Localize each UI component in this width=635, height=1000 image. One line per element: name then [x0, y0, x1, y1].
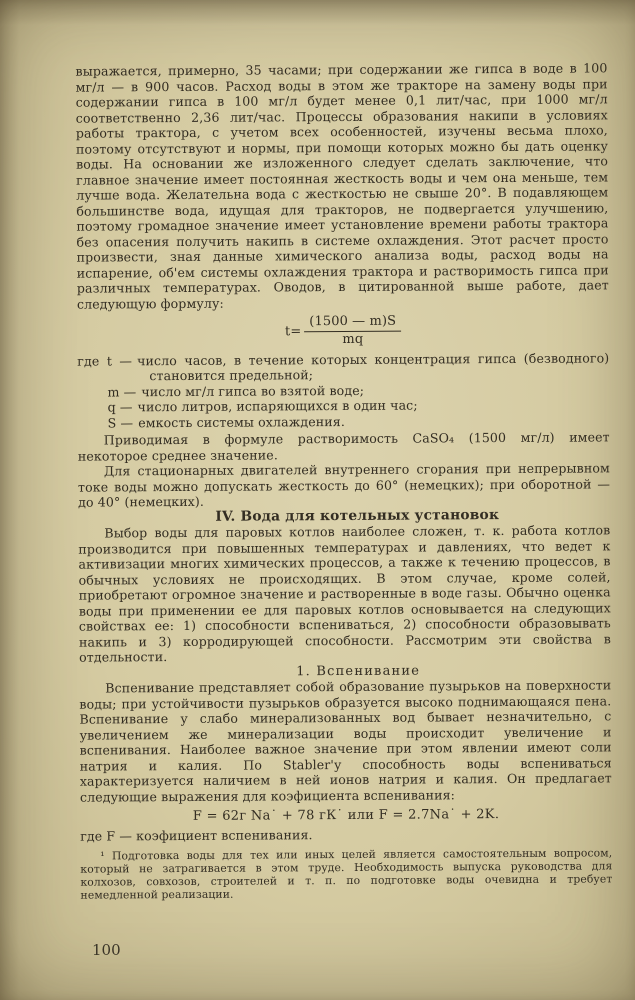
definition-term: S —: [107, 415, 134, 431]
definition-t: [77, 350, 609, 384]
formula-numerator: (1500 — m)S: [304, 315, 401, 333]
definition-text: число литров, испаряющихся в один час;: [137, 397, 418, 415]
definition-text: число мг/л гипса во взятой воде;: [141, 382, 365, 400]
definition-s: [108, 412, 610, 431]
page-text-block: [75, 60, 612, 902]
definition-term: q —: [107, 399, 133, 415]
definition-term: m —: [107, 384, 137, 400]
variable-definitions: [77, 350, 609, 431]
formula-fraction: [304, 315, 401, 348]
formula-denominator: mq: [342, 331, 364, 347]
paragraph-boiler-water-choice: Выбор воды для паровых котлов наиболее сложен, т. к. работа котлов производится при повышенных температурах и давлениях, что ведет к активизации многих химических процессов, а также к течению процессов, в обычных условиях не происходящих. В этом случае, кроме солей, приобретают огромное значение и растворенные в воде газы. Обычно оценка воды при применении ее для паровых котлов основывается на следующих свойствах ее: 1) способности вспениваться, 2) способности образовывать накипь и 3) корродирующей способности. Рассмотрим эти свойства в отдельности.: [78, 522, 612, 665]
page-number: 100: [92, 941, 121, 959]
subsection-heading-foaming: 1. Вспенивание: [296, 663, 421, 680]
definition-term: где t —: [77, 353, 133, 369]
paragraph-f-definition: где F — коэфициент вспенивания.: [80, 827, 313, 844]
paragraph-caso4-solubility: Приводимая в формуле растворимость CaSO₄ (1500 мг/л) имеет некоторое среднее значение.: [77, 429, 610, 464]
section-heading-boiler-water: IV. Вода для котельных установок: [215, 506, 500, 525]
paragraph-stationary-engines: Для стационарных двигателей внутреннего сгорания при непрерывном токе воды можно допускать жесткость до 60° (немецких); при оборотной — до 40° (немецких).: [77, 460, 611, 510]
definition-text: емкость системы охлаждения.: [138, 413, 345, 431]
definition-text: число часов, в течение которых концентрация гипса (безводного) становится предельной;: [137, 350, 610, 384]
formula-gypsum-time: [77, 313, 609, 349]
formula-lhs: t=: [284, 324, 302, 340]
footnote-text: ¹ Подготовка воды для тех или иных целей является самостоятельным вопросом, который не затрагивается в этом труде. Необходимость выпуска руководства для колхозов, совхозов, строителей и т. п. по подготовке воды очевидна и требует немедленной реализации.: [80, 846, 613, 902]
paragraph-tractor-water: выражается, примерно, 35 часами; при содержании же гипса в воде в 100 мг/л — в 900 часов. Расход воды в этом же тракторе на замену воды при содержании гипса в 100 мг/л будет менее 0,1 лит/час, при 1000 мг/л соответственно 2,36 лит/час. Процессы образования накипи в условиях работы трактора, с учетом всех особенностей, изучены весьма плохо, поэтому отсутствуют и нормы, при помощи которых можно бы дать оценку воды. На основании же изложенного следует сделать заключение, что главное значение имеет постоянная жесткость воды и чем она меньше, тем лучше вода. Желательна вода с жесткостью не свыше 20°. В подавляющем большинстве вода, идущая для тракторов, не подвергается улучшению, поэтому громадное значение имеет установление времени работы трактора без опасения получить накипь в системе охлаждения. Этот расчет просто произвести, зная данные химического анализа воды, расход воды на испарение, об'ем системы охлаждения трактора и растворимость гипса при различных температурах. Оводов, в цитированной выше работе, дает следующую формулу:: [75, 60, 609, 312]
footnote-block: [80, 848, 612, 903]
formula-foaming-coefficient: F = 62г Na˙ + 78 гК˙ или F = 2.7Na˙ + 2K.: [192, 807, 500, 825]
paragraph-foaming: Вспенивание представляет собой образование пузырьков на поверхности воды; при устойчивости пузырьков образуется высоко поднимающаяся пена. Вспенивание у слабо минерализованных вод бывает незначительно, с увеличением же минерализации воды происходит увеличение и вспенивания. Наиболее важное значение при этом явлении имеют соли натрия и калия. По Stabler'у способность воды вспениваться характеризуется наличием в ней ионов натрия и калия. Он предлагает следующие выражения для коэфициента вспенивания:: [79, 677, 612, 805]
